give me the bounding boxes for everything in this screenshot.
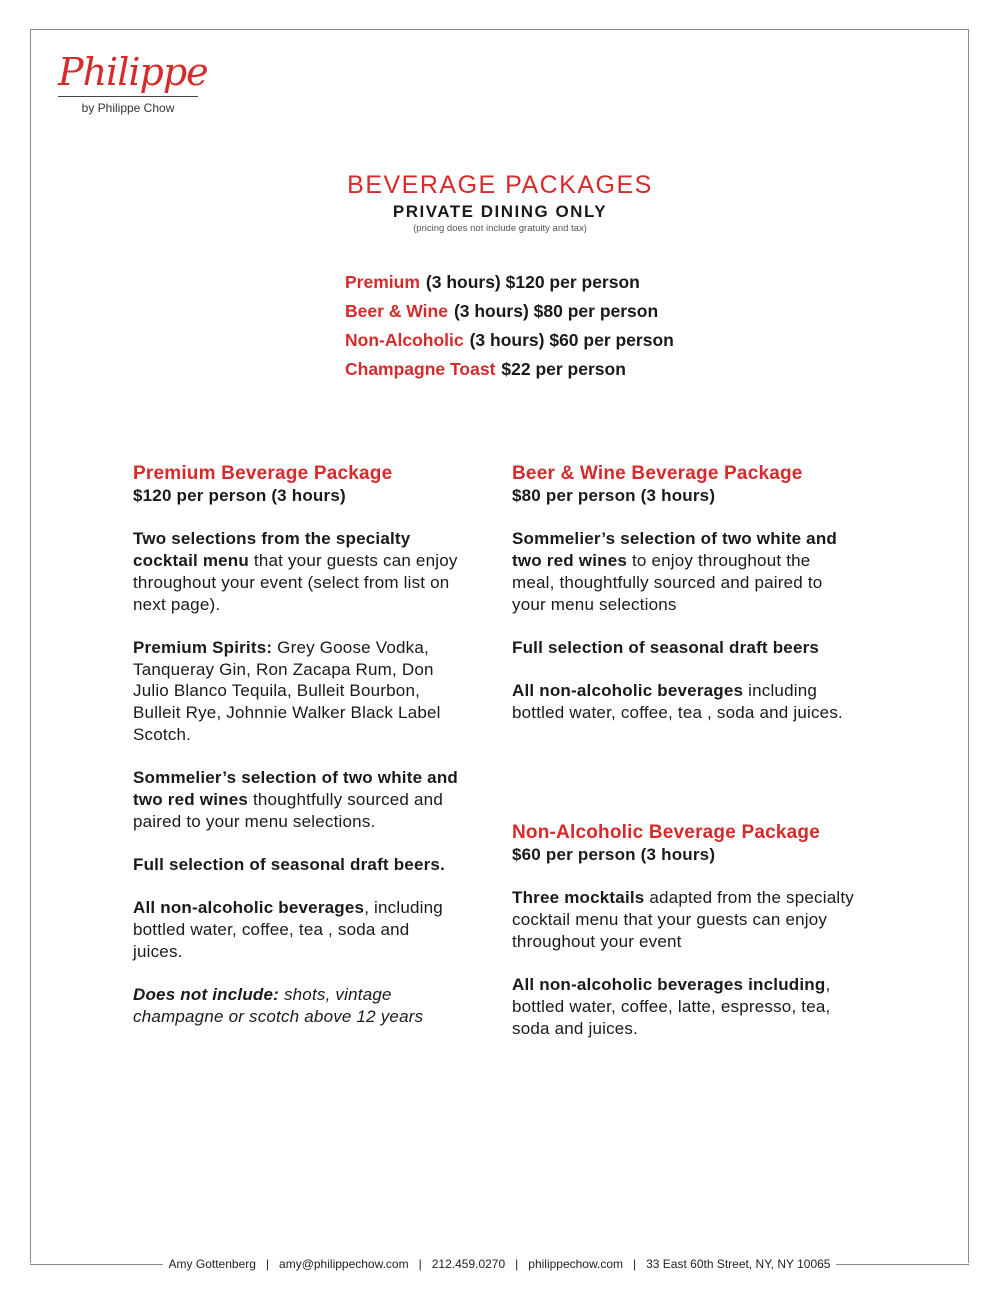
- brand-logo: [58, 50, 208, 115]
- non-alcoholic-beverages: [512, 974, 857, 1039]
- footer-rule-left: [30, 1264, 163, 1265]
- logo-script: Philippe: [58, 50, 208, 94]
- summary-item: [345, 355, 674, 384]
- bold-text: Does not include:: [133, 985, 280, 1005]
- page-header: [0, 170, 1000, 235]
- bold-text: Sommelier’s selection of two white and two red wines: [512, 529, 837, 571]
- body-text: to enjoy throughout the meal, thoughtfully sourced and paired to your menu selections: [512, 551, 823, 614]
- body-text: , bottled water, coffee, latte, espresso, tea, soda and juices.: [512, 975, 831, 1038]
- non-alcoholic-title: Non-Alcoholic Beverage Package: [512, 822, 820, 843]
- summary-name: Premium: [345, 272, 420, 292]
- footer-contact-line: Amy Gottenberg | amy@philippechow.com | 212.459.0270 | philippechow.com | 33 East 60th Street, NY, NY 10065: [168, 1257, 831, 1271]
- logo-rule: [58, 96, 198, 97]
- summary-detail: $22 per person: [501, 359, 626, 379]
- summary-detail: (3 hours) $80 per person: [453, 301, 659, 321]
- body-text: , including bottled water, coffee, tea , soda and juices.: [133, 898, 443, 961]
- beer-wine-price: $80 per person (3 hours): [512, 486, 716, 505]
- premium-exclusions: [133, 984, 463, 1027]
- right-column: [512, 462, 857, 1038]
- page-title: BEVERAGE PACKAGES: [347, 171, 653, 199]
- non-alcoholic-mocktails: [512, 887, 857, 952]
- non-alcoholic-price: $60 per person (3 hours): [512, 845, 716, 864]
- body-text: shots, vintage champagne or scotch above 12 years: [133, 985, 424, 1026]
- summary-item: [345, 268, 674, 297]
- logo-tagline: by Philippe Chow: [81, 101, 175, 115]
- non-alcoholic-package: [512, 821, 857, 1039]
- footer-rule-right: [836, 1264, 969, 1265]
- page-subtitle: PRIVATE DINING ONLY: [392, 202, 608, 221]
- beer-wine-wines: [512, 528, 857, 615]
- bold-text: All non-alcoholic beverages: [512, 681, 744, 701]
- beer-wine-title: Beer & Wine Beverage Package: [512, 463, 803, 484]
- body-text: Grey Goose Vodka, Tanqueray Gin, Ron Zacapa Rum, Don Julio Blanco Tequila, Bulleit Bourbon, Bulleit Rye, Johnnie Walker Black Label Scotch.: [133, 637, 441, 744]
- summary-detail: (3 hours) $120 per person: [425, 272, 640, 292]
- bold-text: Premium Spirits:: [133, 637, 273, 657]
- page-footer: [30, 1254, 969, 1274]
- beer-wine-beers: Full selection of seasonal draft beers: [512, 637, 820, 657]
- premium-non-alcoholic: [133, 897, 463, 962]
- premium-wines: [133, 767, 463, 832]
- footer-email[interactable]: amy@philippechow.com: [279, 1257, 409, 1271]
- premium-package: [133, 462, 463, 1027]
- bold-text: All non-alcoholic beverages including: [512, 975, 826, 995]
- footer-address: 33 East 60th Street, NY, NY 10065: [646, 1257, 831, 1271]
- bold-text: All non-alcoholic beverages: [133, 898, 365, 918]
- body-text: including bottled water, coffee, tea , soda and juices.: [512, 681, 843, 722]
- body-text: adapted from the specialty cocktail menu that your guests can enjoy throughout your event: [512, 888, 854, 951]
- beer-wine-package: [512, 462, 857, 724]
- bold-text: Three mocktails: [512, 888, 645, 908]
- beer-wine-non-alcoholic: [512, 680, 857, 723]
- summary-item: [345, 326, 674, 355]
- premium-price: $120 per person (3 hours): [133, 486, 346, 505]
- summary-name: Beer & Wine: [345, 301, 448, 321]
- bold-text: Sommelier’s selection of two white and two red wines: [133, 768, 458, 809]
- summary-name: Champagne Toast: [345, 359, 496, 379]
- footer-website[interactable]: philippechow.com: [528, 1257, 623, 1271]
- summary-detail: (3 hours) $60 per person: [469, 330, 674, 350]
- premium-cocktails: [133, 528, 463, 615]
- premium-title: Premium Beverage Package: [133, 463, 393, 484]
- footer-contact: Amy Gottenberg: [168, 1257, 256, 1271]
- body-text: that your guests can enjoy throughout your event (select from list on next page).: [133, 551, 458, 614]
- bold-text: Two selections from the specialty cocktail menu: [133, 529, 411, 571]
- summary-name: Non-Alcoholic: [345, 330, 464, 350]
- body-text: thoughtfully sourced and paired to your menu selections.: [133, 789, 443, 831]
- footer-phone: 212.459.0270: [431, 1257, 506, 1271]
- premium-beers: Full selection of seasonal draft beers.: [133, 854, 445, 874]
- premium-spirits: [133, 637, 463, 746]
- pricing-note: (pricing does not include gratuity and tax): [413, 223, 587, 234]
- summary-item: [345, 297, 674, 326]
- package-summary: [345, 268, 674, 384]
